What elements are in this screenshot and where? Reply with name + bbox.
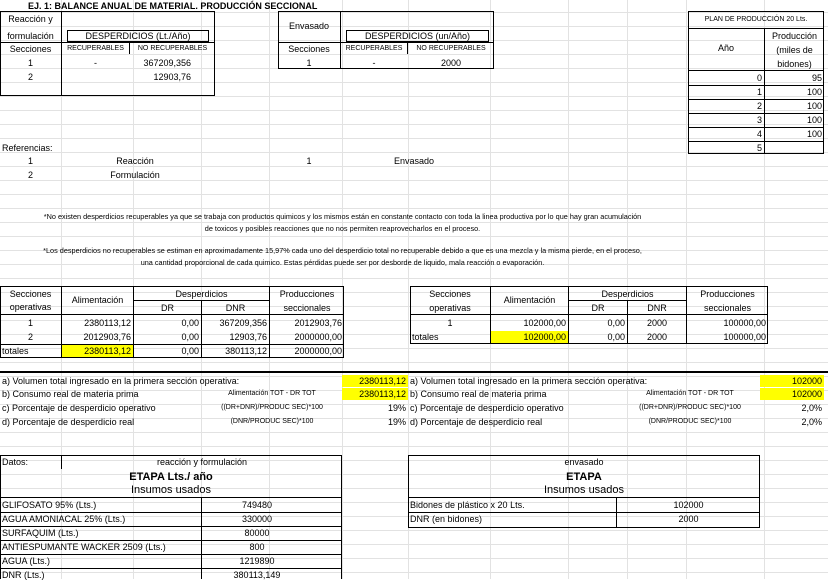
rf-row2-no-recuperables[interactable]: 12903,76 <box>153 72 191 82</box>
br-total-dr[interactable]: 0,00 <box>607 332 625 342</box>
datos-left-qty[interactable]: 1219890 <box>239 556 275 566</box>
datos-left-item[interactable]: GLIFOSATO 95% (Lts.) <box>2 500 97 510</box>
ind-right-a-label[interactable]: a) Volumen total ingresado en la primera sección operativa: <box>410 376 648 386</box>
rf-row2-seccion[interactable]: 2 <box>27 72 33 82</box>
br-total-produccion[interactable]: 100000,00 <box>723 332 766 342</box>
br-totales-label[interactable]: totales <box>412 332 439 342</box>
datos-right-name[interactable]: envasado <box>564 457 604 467</box>
bl-row1-seccion[interactable]: 1 <box>27 318 33 328</box>
bl-secciones-h2[interactable]: operativas <box>9 302 52 312</box>
bl-secciones-h1[interactable]: Secciones <box>9 289 52 299</box>
ind-right-c-formula[interactable]: ((DR+DNR)/PRODUC SEC)*100 <box>639 404 741 411</box>
ref-env-number[interactable]: 1 <box>306 156 312 166</box>
datos-left-qty[interactable]: 749480 <box>241 500 273 510</box>
ind-right-d-formula[interactable]: (DNR/PRODUC SEC)*100 <box>648 418 732 425</box>
bl-alimentacion-header[interactable]: Alimentación <box>71 295 124 305</box>
datos-left-item[interactable]: AGUA AMONIACAL 25% (Lts.) <box>2 514 126 524</box>
rf-no-recuperables-header[interactable]: NO RECUPERABLES <box>137 45 208 52</box>
bl-totales-label[interactable]: totales <box>2 346 29 356</box>
bl-dnr-header[interactable]: DNR <box>225 303 246 313</box>
br-row1-produccion[interactable]: 100000,00 <box>723 318 766 328</box>
br-row1-alimentacion[interactable]: 102000,00 <box>523 318 566 328</box>
br-dnr-header[interactable]: DNR <box>647 303 667 313</box>
ind-left-b-label[interactable]: b) Consumo real de materia prima <box>2 389 139 399</box>
datos-left-item[interactable]: SURFAQUIM (Lts.) <box>2 528 79 538</box>
datos-left-item[interactable]: AGUA (Lts.) <box>2 556 51 566</box>
env-row1-recuperables[interactable]: - <box>372 58 376 68</box>
br-row1-dr[interactable]: 0,00 <box>607 318 625 328</box>
plan-row-value[interactable]: 100 <box>806 101 822 111</box>
bl-total-dr[interactable]: 0,00 <box>181 346 199 356</box>
bl-row1-produccion[interactable]: 2012903,76 <box>294 318 342 328</box>
note-1-line2[interactable]: de toxicos y posibles reacciones que no nos permiten reaprovecharlos en el proceso. <box>204 224 481 233</box>
sheet-title[interactable]: EJ. 1: BALANCE ANUAL DE MATERIAL. PRODUCCIÓN SECCIONAL <box>28 1 318 11</box>
br-producciones-h1[interactable]: Producciones <box>700 289 755 299</box>
bl-total-alimentacion[interactable]: 2380113,12 <box>62 345 133 357</box>
ind-left-d-value[interactable]: 19% <box>387 417 406 427</box>
bl-row2-seccion[interactable]: 2 <box>27 332 33 342</box>
bl-row1-alimentacion[interactable]: 2380113,12 <box>84 318 131 328</box>
ind-left-d-formula[interactable]: (DNR/PRODUC SEC)*100 <box>230 418 314 425</box>
plan-row-year[interactable]: 0 <box>756 73 762 83</box>
ind-left-c-label[interactable]: c) Porcentaje de desperdicio operativo <box>2 403 156 413</box>
ind-right-c-value[interactable]: 2,0% <box>801 403 822 413</box>
plan-produccion-header-2[interactable]: (miles de <box>776 45 813 55</box>
bl-row2-alimentacion[interactable]: 2012903,76 <box>83 332 131 342</box>
datos-left-item[interactable]: ANTIESPUMANTE WACKER 2509 (Lts.) <box>2 542 166 552</box>
plan-row-value[interactable]: 100 <box>806 115 822 125</box>
datos-right-qty[interactable]: 2000 <box>678 514 699 524</box>
plan-row-year[interactable]: 1 <box>756 87 762 97</box>
plan-row-year[interactable]: 2 <box>756 101 762 111</box>
br-alimentacion-header[interactable]: Alimentación <box>503 295 556 305</box>
rf-row1-seccion[interactable]: 1 <box>27 58 33 68</box>
rf-header-line1[interactable]: Reacción y <box>8 14 53 24</box>
rf-row1-recuperables[interactable]: - <box>94 58 97 68</box>
bl-producciones-h2[interactable]: seccionales <box>283 303 331 313</box>
datos-left-qty[interactable]: 80000 <box>244 528 270 538</box>
ind-left-c-formula[interactable]: ((DR+DNR)/PRODUC SEC)*100 <box>221 404 323 411</box>
datos-left-qty[interactable]: 380113,149 <box>233 570 281 580</box>
plan-row-year[interactable]: 4 <box>756 129 762 139</box>
bl-total-produccion[interactable]: 2000000,00 <box>294 346 342 356</box>
ind-right-c-label[interactable]: c) Porcentaje de desperdicio operativo <box>410 403 564 413</box>
datos-left-qty[interactable]: 800 <box>249 542 265 552</box>
ref-2-name[interactable]: Formulación <box>110 170 160 180</box>
br-row1-dnr[interactable]: 2000 <box>646 318 668 328</box>
bl-desperdicios-header[interactable]: Desperdicios <box>175 289 228 299</box>
ind-right-b-label[interactable]: b) Consumo real de materia prima <box>410 389 547 399</box>
bl-row2-produccion[interactable]: 2000000,00 <box>294 332 342 342</box>
env-recuperables-header[interactable]: RECUPERABLES <box>345 45 403 52</box>
env-row1-no-recuperables[interactable]: 2000 <box>440 58 462 68</box>
env-header-secciones[interactable]: Secciones <box>288 44 330 54</box>
datos-left-name[interactable]: reacción y formulación <box>156 457 248 467</box>
datos-right-etapa[interactable]: ETAPA <box>566 471 602 483</box>
datos-right-qty[interactable]: 102000 <box>673 500 704 510</box>
rf-header-line2[interactable]: formulación <box>7 31 54 41</box>
env-desperdicios-header[interactable]: DESPERDICIOS (un/Año) <box>364 31 471 41</box>
plan-row-value[interactable] <box>765 142 824 154</box>
ind-left-b-value[interactable]: 2380113,12 <box>342 388 408 400</box>
br-secciones-h2[interactable]: operativas <box>429 303 471 313</box>
datos-left-insumos[interactable]: Insumos usados <box>130 484 212 496</box>
env-no-recuperables-header[interactable]: NO RECUPERABLES <box>416 45 486 52</box>
plan-row-value[interactable]: 100 <box>806 87 822 97</box>
br-row1-seccion[interactable]: 1 <box>447 318 453 328</box>
note-2-line1[interactable]: *Los desperdicios no recuperables se estiman en aproximadamente 15,97% cada uno del desperdicio total no recuperable debido a que es una mezcla y la misma pierde, en el proceso, <box>43 246 642 255</box>
rf-header-secciones[interactable]: Secciones <box>9 44 52 54</box>
plan-produccion-header-3[interactable]: bidones) <box>777 59 812 69</box>
bl-producciones-h1[interactable]: Producciones <box>279 289 335 299</box>
ind-left-d-label[interactable]: d) Porcentaje de desperdicio real <box>2 417 135 427</box>
ind-right-a-value[interactable]: 102000 <box>760 375 824 387</box>
datos-left-item[interactable]: DNR (Lts.) <box>2 570 45 580</box>
bl-row2-dnr[interactable]: 12903,76 <box>229 332 267 342</box>
ind-right-b-value[interactable]: 102000 <box>760 388 824 400</box>
bl-dr-header[interactable]: DR <box>161 303 174 313</box>
referencias-label[interactable]: Referencias: <box>2 143 53 153</box>
ind-right-b-formula[interactable]: Alimentación TOT - DR TOT <box>646 390 734 397</box>
note-1-line1[interactable]: *No existen desperdicios recuperables ya que se trabaja con productos quimicos y los mismos están en constante contacto con toda la linea productiva por lo que hay gran acumulación <box>43 212 642 221</box>
plan-row-value[interactable]: 100 <box>806 129 822 139</box>
env-header-envasado[interactable]: Envasado <box>288 21 330 31</box>
ind-left-b-formula[interactable]: Alimentación TOT - DR TOT <box>228 390 316 397</box>
plan-row-year[interactable]: 5 <box>756 143 762 153</box>
datos-right-insumos[interactable]: Insumos usados <box>543 484 625 496</box>
plan-row-value[interactable]: 95 <box>811 73 822 83</box>
br-desperdicios-header[interactable]: Desperdicios <box>601 289 654 299</box>
datos-right-item[interactable]: Bidones de plástico x 20 Lts. <box>410 500 525 510</box>
plan-produccion-header-1[interactable]: Producción <box>771 31 818 41</box>
bl-row1-dr[interactable]: 0,00 <box>181 318 199 328</box>
br-producciones-h2[interactable]: seccionales <box>703 303 752 313</box>
ref-1-number[interactable]: 1 <box>27 156 33 166</box>
ind-right-d-label[interactable]: d) Porcentaje de desperdicio real <box>410 417 543 427</box>
ind-left-a-label[interactable]: a) Volumen total ingresado en la primera sección operativa: <box>2 376 240 386</box>
rf-recuperables-header[interactable]: RECUPERABLES <box>67 45 124 52</box>
datos-label[interactable]: Datos: <box>2 457 29 467</box>
br-dr-header[interactable]: DR <box>591 303 605 313</box>
bl-total-dnr[interactable]: 380113,12 <box>225 346 267 356</box>
br-total-dnr[interactable]: 2000 <box>646 332 668 342</box>
ref-2-number[interactable]: 2 <box>27 170 33 180</box>
datos-left-qty[interactable]: 330000 <box>241 514 273 524</box>
ref-1-name[interactable]: Reacción <box>116 156 154 166</box>
bl-row1-dnr[interactable]: 367209,356 <box>219 318 267 328</box>
env-row1-seccion[interactable]: 1 <box>306 58 312 68</box>
br-total-alimentacion[interactable]: 102000,00 <box>491 331 568 343</box>
plan-title[interactable]: PLAN DE PRODUCCIÓN 20 Lts. <box>704 16 808 23</box>
bl-row2-dr[interactable]: 0,00 <box>181 332 199 342</box>
plan-row-year[interactable]: 3 <box>756 115 762 125</box>
rf-row1-no-recuperables[interactable]: 367209,356 <box>143 58 191 68</box>
ind-right-d-value[interactable]: 2,0% <box>801 417 822 427</box>
plan-ano-header[interactable]: Año <box>717 43 734 53</box>
datos-right-item[interactable]: DNR (en bidones) <box>410 514 483 524</box>
rf-desperdicios-header[interactable]: DESPERDICIOS (Lt./Año) <box>85 31 191 41</box>
ref-env-name[interactable]: Envasado <box>393 156 435 166</box>
datos-left-etapa[interactable]: ETAPA Lts./ año <box>129 471 213 483</box>
ind-left-a-value[interactable]: 2380113,12 <box>342 375 408 387</box>
ind-left-c-value[interactable]: 19% <box>387 403 406 413</box>
note-2-line2[interactable]: una cantidad proporcional de cada quimico. Estas pérdidas puede ser por desborde de liquido, mala reacción o evaporación. <box>140 258 545 267</box>
br-secciones-h1[interactable]: Secciones <box>429 289 471 299</box>
